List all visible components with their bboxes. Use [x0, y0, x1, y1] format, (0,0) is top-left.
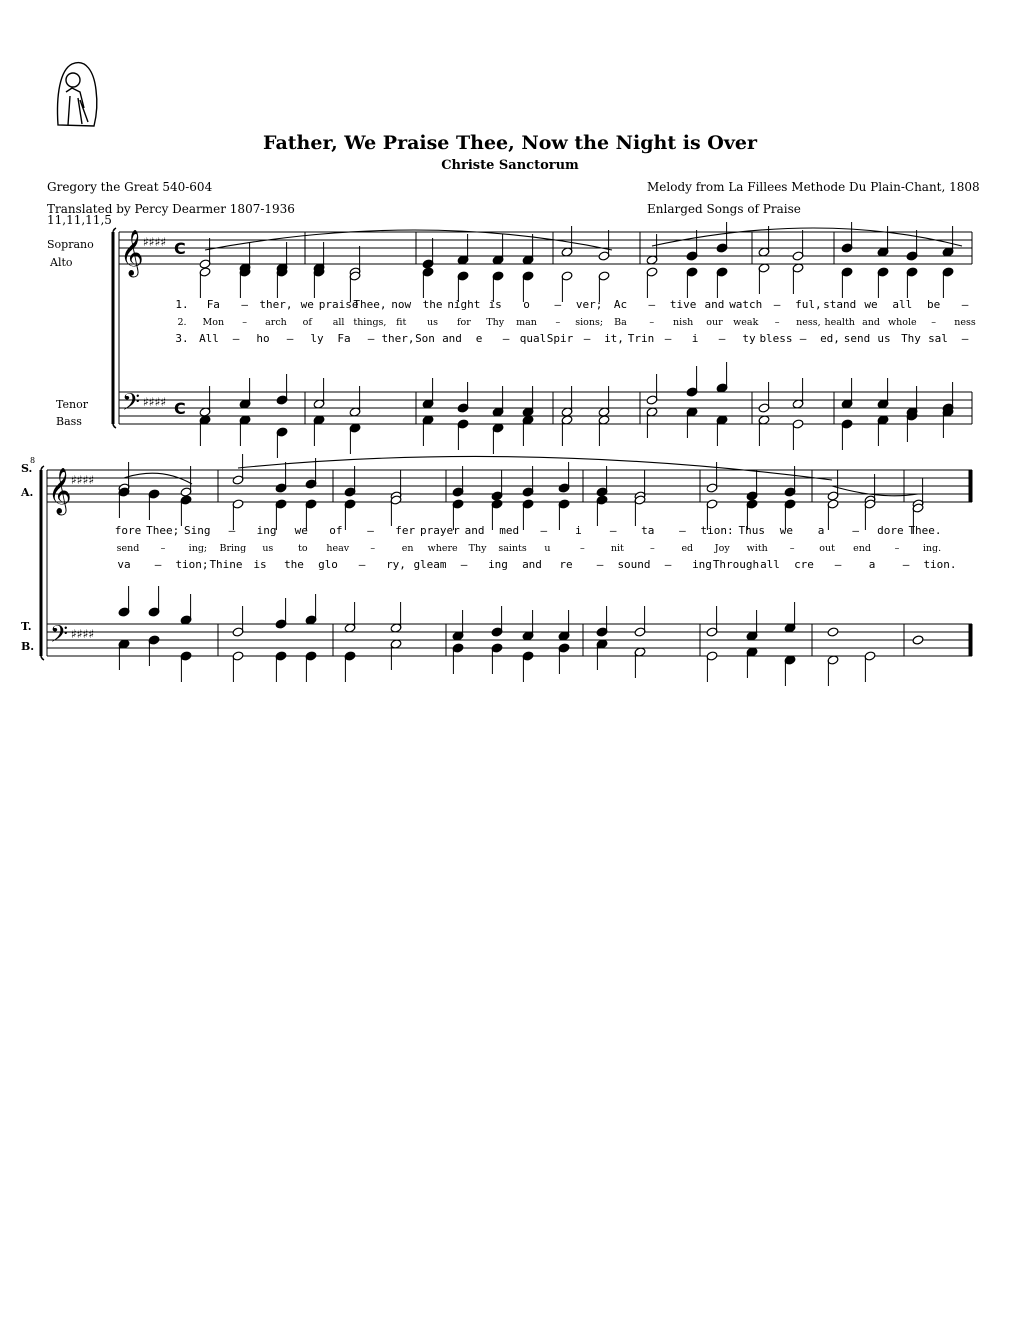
- lyric-syllable: –: [241, 298, 248, 311]
- lyric-syllable: ing;: [188, 543, 208, 554]
- lyric-syllable: of: [329, 524, 343, 537]
- lyric-syllable: e: [475, 332, 483, 345]
- lyric-syllable: where: [427, 543, 458, 554]
- voice-label-soprano: Soprano: [47, 238, 94, 251]
- angel-logo: [58, 63, 97, 126]
- lyric-syllable: prayer: [419, 524, 460, 537]
- lyric-syllable: arch: [265, 317, 287, 328]
- lyric-syllable: a: [817, 524, 825, 537]
- note-head: [827, 627, 839, 637]
- lyric-syllable: Thy: [468, 543, 487, 554]
- lyric-syllable: qual: [519, 332, 547, 345]
- lyric-syllable: ing.: [922, 543, 942, 554]
- lyric-syllable: for: [456, 317, 471, 328]
- lyric-syllable: ing: [692, 558, 712, 571]
- lyric-syllable: –: [649, 317, 655, 328]
- lyric-syllable: Thee;: [146, 524, 180, 537]
- lyric-syllable: tion.: [923, 558, 957, 571]
- lyric-syllable: –: [580, 543, 585, 554]
- lyric-syllable: Thus: [738, 524, 765, 537]
- author-credit: Gregory the Great 540-604: [47, 180, 213, 194]
- lyric-syllable: fer: [395, 524, 416, 537]
- lyric-syllable: now: [391, 298, 412, 311]
- system-bracket: [41, 228, 119, 660]
- lyric-syllable: Sing: [184, 524, 211, 537]
- lyric-syllable: glo: [318, 558, 338, 571]
- lyric-syllable: ly: [310, 332, 324, 345]
- lyric-syllable: o: [523, 298, 530, 311]
- lyric-syllable: gleam: [413, 558, 447, 571]
- lyric-syllable: praise: [318, 298, 359, 311]
- lyric-syllable: –: [834, 558, 842, 571]
- lyric-syllable: ness: [954, 317, 976, 328]
- lyric-syllable: nit: [610, 543, 624, 554]
- lyric-syllable: –: [367, 332, 375, 345]
- lyric-syllable: the: [284, 558, 304, 571]
- time-signature: C: [174, 399, 186, 418]
- lyric-syllable: whole: [888, 317, 917, 328]
- lyric-syllable: tion;: [175, 558, 209, 571]
- lyric-syllable: sal: [928, 332, 948, 345]
- lyric-syllable: –: [160, 543, 166, 554]
- melody-credit: Melody from La Fillees Methode Du Plain-Chant, 1808: [647, 180, 980, 194]
- lyric-syllable: all: [892, 298, 913, 311]
- lyric-syllable: –: [664, 558, 672, 571]
- lyric-syllable: we: [300, 298, 314, 311]
- lyric-syllable: it,: [604, 332, 624, 345]
- lyric-syllable: all: [760, 558, 780, 571]
- lyric-syllable: Fa: [337, 332, 351, 345]
- lyric-syllable: va: [117, 558, 131, 571]
- lyric-syllable: sound: [617, 558, 651, 571]
- treble-clef-icon: 𝄞: [120, 230, 144, 276]
- lyric-syllable: –: [648, 298, 656, 311]
- lyric-syllable: –: [228, 524, 236, 537]
- lyric-syllable: ta: [641, 524, 655, 537]
- lyric-syllable: Trin: [627, 332, 655, 345]
- lyric-syllable: All: [199, 332, 219, 345]
- lyric-syllable: of: [302, 317, 312, 328]
- lyric-syllable: ed: [681, 543, 694, 554]
- lyric-syllable: cre: [794, 558, 814, 571]
- lyric-syllable: stand: [823, 298, 857, 311]
- voice-label-s: S.: [21, 462, 33, 475]
- lyric-syllable: send: [116, 543, 140, 554]
- lyric-syllable: Thine: [209, 558, 243, 571]
- lyric-syllable: nish: [673, 317, 694, 328]
- lyric-syllable: bless: [759, 332, 793, 345]
- lyric-syllable: ed,: [820, 332, 840, 345]
- lyric-syllable: –: [894, 543, 900, 554]
- lyric-syllable: man: [516, 317, 537, 328]
- lyric-syllable: fore: [114, 524, 142, 537]
- lyric-syllable: Fa: [206, 298, 220, 311]
- source-credit: Enlarged Songs of Praise: [647, 202, 801, 216]
- meter: 11,11,11,5: [47, 213, 112, 227]
- lyric-syllable: –: [649, 543, 655, 554]
- lyric-syllable: –: [609, 524, 617, 537]
- key-sharps-icon: ♯♯♯♯: [143, 235, 167, 249]
- lyric-syllable: –: [583, 332, 591, 345]
- hymn-title: Father, We Praise Thee, Now the Night is Over: [263, 132, 757, 154]
- lyric-syllable: –: [774, 317, 780, 328]
- lyric-syllable: –: [773, 298, 781, 311]
- lyric-syllable: –: [961, 298, 969, 311]
- slur: [238, 456, 832, 480]
- lyric-syllable: ing: [256, 524, 277, 537]
- lyric-syllable: –: [554, 298, 562, 311]
- lyric-syllable: –: [789, 543, 795, 554]
- lyric-syllable: and: [522, 558, 542, 571]
- lyric-syllable: ty: [742, 332, 756, 345]
- voice-label-bass: Bass: [56, 415, 82, 428]
- lyric-syllable: Thee,: [353, 298, 387, 311]
- lyric-syllable: Son: [415, 332, 435, 345]
- note-head: [912, 635, 924, 645]
- lyric-syllable: 2.: [177, 317, 187, 328]
- lyric-syllable: –: [286, 332, 294, 345]
- lyric-syllable: –: [718, 332, 726, 345]
- lyric-syllable: Joy: [714, 543, 730, 554]
- lyric-syllable: be: [927, 298, 941, 311]
- lyric-syllable: is: [488, 298, 502, 311]
- lyric-syllable: –: [370, 543, 376, 554]
- lyric-syllable: the: [422, 298, 443, 311]
- voice-label-t: T.: [21, 620, 32, 633]
- bass-clef-icon: 𝄢: [50, 620, 69, 653]
- lyric-syllable: 1.: [175, 298, 189, 311]
- lyric-syllable: tive: [669, 298, 697, 311]
- translator-credit: Translated by Percy Dearmer 1807-1936: [47, 202, 295, 216]
- voice-label-b: B.: [21, 640, 35, 653]
- lyric-syllable: –: [502, 332, 510, 345]
- lyric-syllable: end: [853, 543, 872, 554]
- lyric-syllable: –: [540, 524, 548, 537]
- voice-label-tenor: Tenor: [56, 398, 88, 411]
- lyric-syllable: out: [819, 543, 835, 554]
- lyric-syllable: and: [704, 298, 725, 311]
- lyric-syllable: we: [864, 298, 878, 311]
- lyric-syllable: med: [499, 524, 520, 537]
- lyric-syllable: –: [931, 317, 937, 328]
- lyric-syllable: Ac: [613, 298, 628, 311]
- lyric-syllable: ness,: [796, 317, 821, 328]
- lyric-syllable: –: [799, 332, 807, 345]
- lyric-syllable: weak: [733, 317, 759, 328]
- voice-label-a: A.: [21, 486, 34, 499]
- lyric-syllable: –: [232, 332, 240, 345]
- lyric-syllable: –: [358, 558, 366, 571]
- lyric-syllable: night: [447, 298, 481, 311]
- lyric-syllable: our: [706, 317, 723, 328]
- lyric-syllable: –: [902, 558, 910, 571]
- lyric-syllable: ful,: [795, 298, 822, 311]
- lyric-syllable: ry,: [386, 558, 406, 571]
- lyric-syllable: send: [843, 332, 871, 345]
- lyric-syllable: ver;: [575, 298, 603, 311]
- lyric-syllable: dore: [877, 524, 904, 537]
- lyric-syllable: is: [253, 558, 267, 571]
- lyric-syllable: Mon: [202, 317, 225, 328]
- lyric-syllable: –: [679, 524, 686, 537]
- lyric-syllable: saints: [498, 543, 527, 554]
- lyric-syllable: –: [242, 317, 248, 328]
- lyric-syllable: Through: [712, 558, 760, 571]
- key-sharps-icon: ♯♯♯♯: [143, 395, 167, 409]
- lyric-syllable: us: [262, 543, 274, 554]
- lyric-syllable: Bring: [219, 543, 247, 554]
- lyric-syllable: –: [664, 332, 672, 345]
- lyric-syllable: ing: [488, 558, 508, 571]
- lyric-syllable: and: [442, 332, 462, 345]
- lyric-syllable: to: [298, 543, 308, 554]
- lyric-syllable: –: [596, 558, 604, 571]
- lyric-syllable: Thy: [486, 317, 505, 328]
- lyric-syllable: 3.: [175, 332, 189, 345]
- lyric-syllable: en: [401, 543, 414, 554]
- lyric-syllable: and: [464, 524, 485, 537]
- lyric-syllable: us: [877, 332, 891, 345]
- lyric-syllable: a: [868, 558, 876, 571]
- key-sharps-icon: ♯♯♯♯: [71, 473, 95, 487]
- bass-clef-icon: 𝄢: [122, 388, 141, 421]
- lyric-syllable: health: [824, 317, 855, 328]
- lyric-syllable: re: [559, 558, 573, 571]
- lyric-syllable: things,: [353, 317, 387, 328]
- treble-clef-icon: 𝄞: [48, 468, 72, 514]
- lyric-syllable: all: [332, 317, 345, 328]
- lyric-syllable: sions;: [575, 317, 604, 328]
- lyric-syllable: Ba: [614, 317, 627, 328]
- tune-name: Christe Sanctorum: [441, 158, 579, 173]
- lyric-syllable: ho: [256, 332, 270, 345]
- lyric-syllable: ther,: [381, 332, 415, 345]
- lyric-syllable: and: [862, 317, 880, 328]
- lyric-syllable: i: [575, 524, 582, 537]
- lyric-syllable: –: [852, 524, 860, 537]
- lyric-syllable: Spir: [546, 332, 574, 345]
- lyric-syllable: i: [691, 332, 699, 345]
- lyric-syllable: –: [460, 558, 468, 571]
- lyric-syllable: ther,: [259, 298, 293, 311]
- measure-number: 8: [30, 456, 36, 465]
- lyric-syllable: watch: [729, 298, 763, 311]
- lyric-syllable: us: [427, 317, 439, 328]
- lyric-syllable: fit: [396, 317, 407, 328]
- key-sharps-icon: ♯♯♯♯: [71, 627, 95, 641]
- time-signature: C: [174, 239, 186, 258]
- lyric-syllable: tion:: [700, 524, 734, 537]
- lyric-syllable: –: [154, 558, 162, 571]
- lyric-syllable: –: [961, 332, 969, 345]
- lyric-syllable: with: [746, 543, 768, 554]
- slur: [124, 473, 192, 484]
- lyric-syllable: we: [779, 524, 794, 537]
- lyric-syllable: heav: [326, 543, 350, 554]
- lyric-syllable: –: [555, 317, 561, 328]
- voice-label-alto: Alto: [50, 256, 73, 269]
- lyric-syllable: –: [367, 524, 374, 537]
- lyric-syllable: we: [294, 524, 308, 537]
- lyric-syllable: u: [544, 543, 551, 554]
- slur: [652, 228, 962, 246]
- lyric-syllable: Thee.: [908, 524, 942, 537]
- lyric-syllable: Thy: [901, 332, 921, 345]
